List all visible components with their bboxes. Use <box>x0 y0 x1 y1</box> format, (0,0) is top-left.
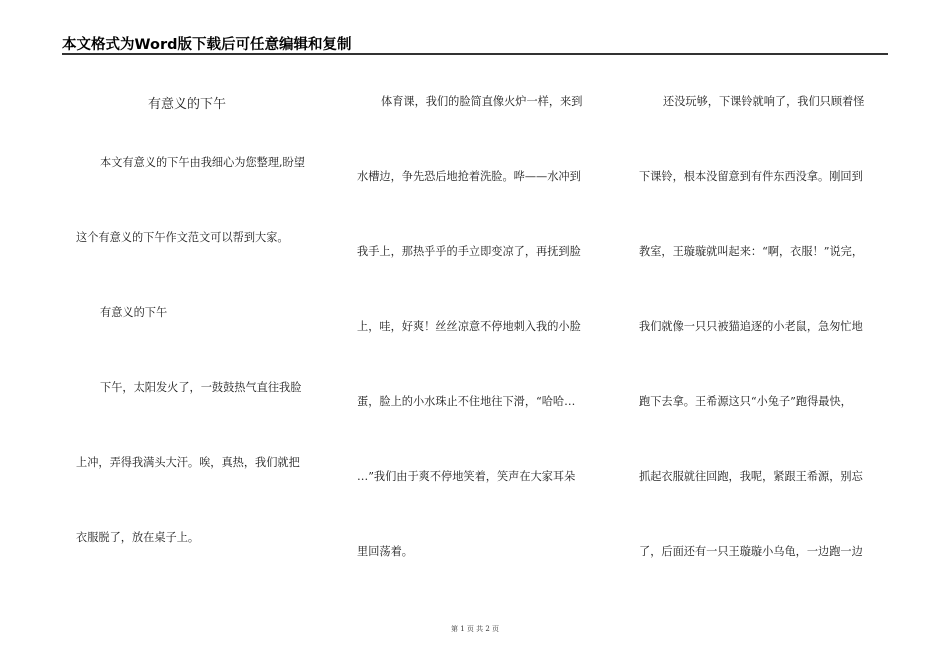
text-line: 本文有意义的下午由我细心为您整理,盼望 <box>100 156 305 169</box>
text-line: 教室，王璇璇就叫起来：“啊，衣服！”说完， <box>639 245 864 258</box>
text-line: 这个有意义的下午作文范文可以帮到大家。 <box>76 231 289 244</box>
text-line: 上，哇，好爽！丝丝凉意不停地刺入我的小脸 <box>357 320 581 333</box>
text-line: 下课铃，根本没留意到有件东西没拿。刚回到 <box>639 170 863 183</box>
text-line: 我手上，那热乎乎的手立即变凉了，再抚到脸 <box>357 245 581 258</box>
text-line: …”我们由于爽不停地笑着，笑声在大家耳朵 <box>357 470 576 483</box>
text-line: 了，后面还有一只王璇璇小乌龟，一边跑一边 <box>639 545 863 558</box>
text-line: 抓起衣服就往回跑，我呢，紧跟王希源，别忘 <box>639 470 863 483</box>
header-divider <box>62 53 888 55</box>
text-line: 还没玩够，下课铃就响了，我们只顾着怪 <box>663 95 865 108</box>
text-line: 上冲，弄得我满头大汗。唉，真热，我们就把 <box>76 456 300 469</box>
text-line: 衣服脱了，放在桌子上。 <box>76 531 200 544</box>
text-line: 下午，太阳发火了，一鼓鼓热气直往我脸 <box>100 381 302 394</box>
text-line: 里回荡着。 <box>357 545 413 558</box>
text-line: 有意义的下午 <box>100 306 168 319</box>
text-line: 蛋，脸上的小水珠止不住地往下滑，“哈哈… <box>357 395 576 408</box>
text-line: 体育课，我们的脸简直像火炉一样，来到 <box>381 95 583 108</box>
page-number: 第 1 页 共 2 页 <box>450 625 500 633</box>
document-header-title: 本文格式为Word版下载后可任意编辑和复制 <box>62 37 352 53</box>
article-title: 有意义的下午 <box>148 97 227 112</box>
text-line: 跑下去拿。王希源这只“小兔子”跑得最快， <box>639 395 852 408</box>
text-line: 水槽边，争先恐后地抢着洗脸。哗——水冲到 <box>357 170 581 183</box>
text-line: 我们就像一只只被猫追逐的小老鼠，急匆忙地 <box>639 320 863 333</box>
